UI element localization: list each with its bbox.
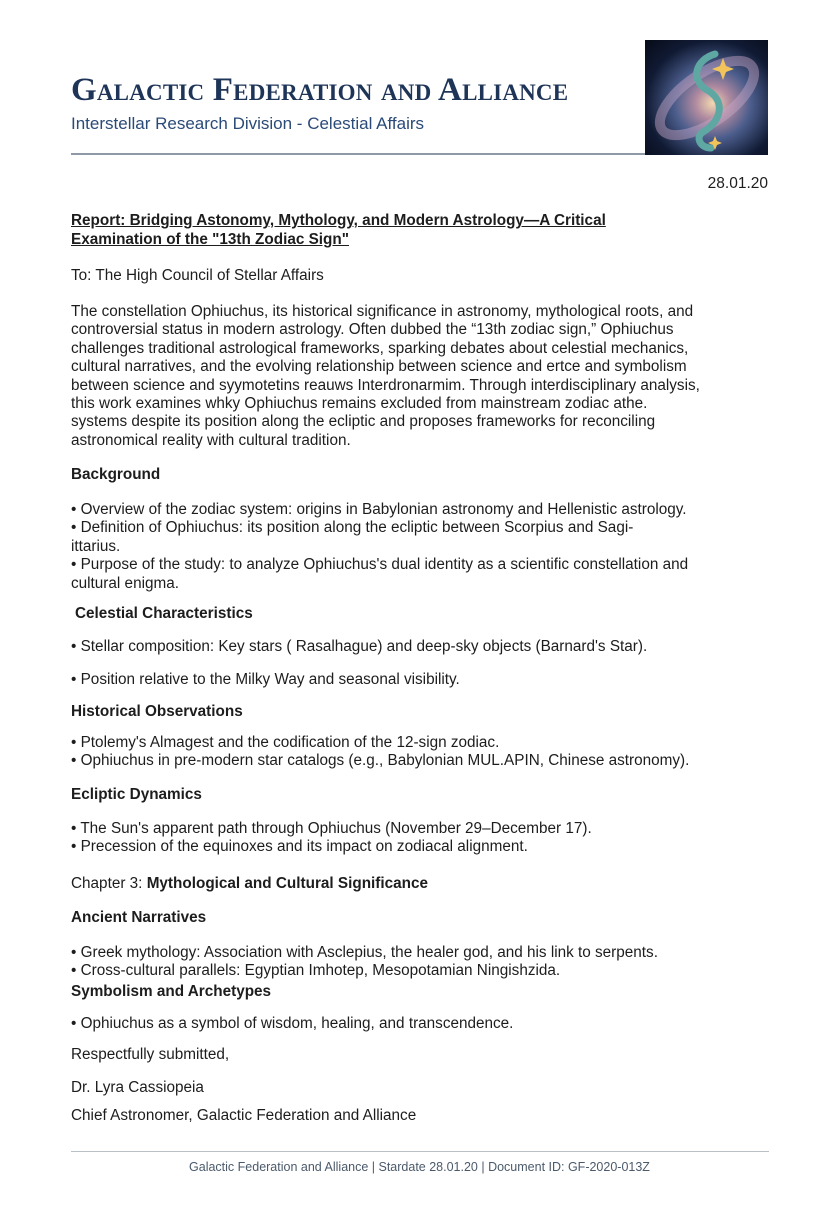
section-heading-symbolism: Symbolism and Archetypes: [71, 983, 272, 1000]
background-list: [71, 501, 751, 593]
chapter-prefix: Chapter 3:: [71, 875, 147, 892]
footer-divider: [71, 1151, 769, 1152]
list-item: • Greek mythology: Association with Asclepius, the healer god, and his link to serpents.: [71, 944, 658, 961]
section-heading-celestial: Celestial Characteristics: [75, 605, 253, 622]
list-item: • Ptolemy's Almagest and the codification of the 12-sign zodiac.: [71, 734, 500, 751]
list-item: • Overview of the zodiac system: origins in Babylonian astronomy and Hellenistic astrology.: [71, 501, 687, 518]
list-item: • Precession of the equinoxes and its impact on zodiacal alignment.: [71, 838, 528, 856]
serpent-galaxy-emblem-icon: [645, 40, 768, 155]
signatory-role: Chief Astronomer, Galactic Federation and Alliance: [71, 1107, 417, 1124]
abstract-line: systems despite its position along the ecliptic and proposes frameworks for reconciling: [71, 413, 656, 431]
abstract-line: between science and syymotetins reauws Interdronarmim. Through interdisciplinary analysis,: [71, 376, 700, 394]
chapter-heading: [71, 875, 428, 893]
footer-text: Galactic Federation and Alliance | Stardate 28.01.20 | Document ID: GF-2020-013Z: [189, 1160, 650, 1174]
list-item: • Position relative to the Milky Way and seasonal visibility.: [71, 671, 460, 688]
signatory-name: Dr. Lyra Cassiopeia: [71, 1079, 204, 1096]
report-title-line1: Report: Bridging Astonomy, Mythology, and Modern Astrology—A Critical: [71, 212, 606, 229]
list-item: • Definition of Ophiuchus: its position along the ecliptic between Scorpius and Sagi-: [71, 519, 634, 537]
abstract-line: The constellation Ophiuchus, its historical significance in astronomy, mythological roots, and: [71, 303, 694, 320]
abstract-line: challenges traditional astrological frameworks, sparking debates about celestial mechanics,: [71, 339, 689, 357]
closing-salutation: Respectfully submitted,: [71, 1046, 230, 1063]
historical-list: [71, 734, 751, 771]
recipient-line: To: The High Council of Stellar Affairs: [71, 267, 324, 284]
header-divider: [71, 153, 646, 155]
abstract-line: controversial status in modern astrology. Often dubbed the “13th zodiac sign,” Ophiuchus: [71, 321, 674, 339]
report-title: [71, 211, 691, 249]
abstract-line: astronomical reality with cultural tradition.: [71, 431, 351, 449]
ecliptic-list: [71, 820, 751, 857]
chapter-title: Mythological and Cultural Significance: [146, 875, 429, 892]
ancient-list: [71, 944, 751, 981]
section-heading-ecliptic: Ecliptic Dynamics: [71, 786, 202, 803]
list-item: • Ophiuchus in pre-modern star catalogs (e.g., Babylonian MUL.APIN, Chinese astronomy).: [71, 752, 690, 770]
abstract-line: cultural narratives, and the evolving relationship between science and ertce and symbolism: [71, 358, 687, 376]
division-subtitle: Interstellar Research Division - Celestial Affairs: [71, 114, 425, 133]
list-item: cultural enigma.: [71, 574, 179, 592]
report-title-line2: Examination of the "13th Zodiac Sign": [71, 231, 349, 248]
report-date: 28.01.20: [707, 175, 768, 192]
list-item: • Purpose of the study: to analyze Ophiuchus's dual identity as a scientific constellation and: [71, 556, 689, 574]
abstract-line: this work examines whky Ophiuchus remains excluded from mainstream zodiac athe.: [71, 395, 648, 413]
section-heading-background: Background: [71, 466, 161, 483]
list-item: • Cross-cultural parallels: Egyptian Imhotep, Mesopotamian Ningishzida.: [71, 962, 561, 980]
abstract-paragraph: [71, 303, 751, 450]
list-item: • Ophiuchus as a symbol of wisdom, healing, and transcendence.: [71, 1015, 514, 1032]
section-heading-ancient: Ancient Narratives: [71, 909, 207, 926]
organization-name: Galactic Federation and Alliance: [71, 72, 569, 108]
section-heading-historical: Historical Observations: [71, 703, 243, 720]
list-item: • Stellar composition: Key stars ( Rasalhague) and deep-sky objects (Barnard's Star).: [71, 638, 648, 655]
list-item: • The Sun's apparent path through Ophiuchus (November 29–December 17).: [71, 820, 592, 837]
list-item: ittarius.: [71, 537, 121, 555]
